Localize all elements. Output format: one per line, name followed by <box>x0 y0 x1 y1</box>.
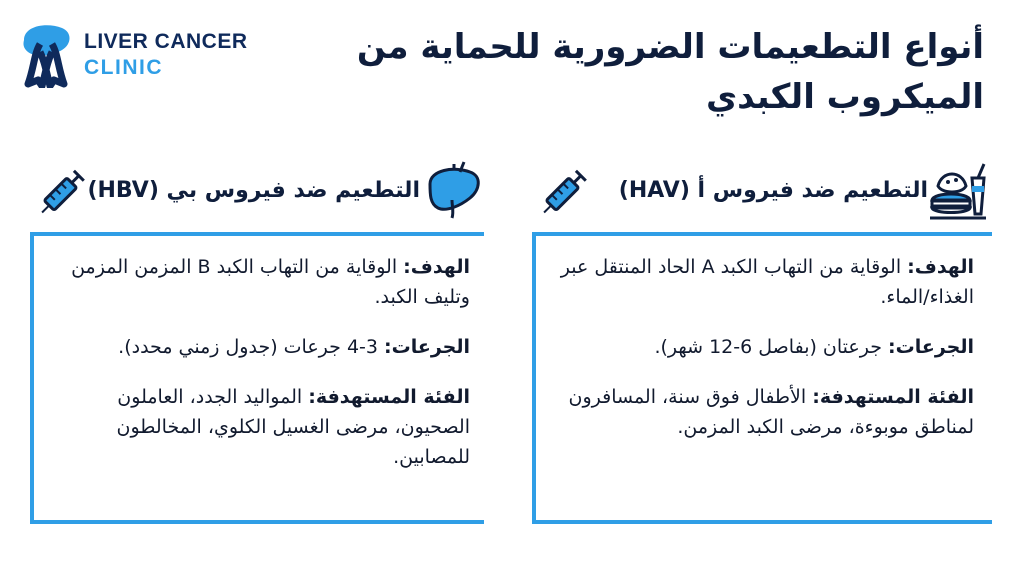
liver-icon <box>424 160 484 222</box>
syringe-icon <box>32 160 96 224</box>
hav-top-rule <box>532 232 992 236</box>
hbv-heading: التطعيم ضد فيروس بي (HBV) <box>87 178 420 203</box>
hbv-doses-text: 3-4 جرعات (جدول زمني محدد). <box>118 336 385 358</box>
logo-line-1: LIVER CANCER <box>84 30 248 53</box>
hav-doses-label: الجرعات: <box>888 336 974 358</box>
hbv-target-label: الفئة المستهدفة: <box>308 386 470 408</box>
hbv-target-text: المواليد الجدد، العاملون الصحيون، مرضى الغسيل الكلوي، المخالطون للمصابين. <box>116 386 470 468</box>
hbv-side-rule <box>30 232 34 524</box>
hav-header <box>532 160 992 226</box>
clinic-logo <box>18 18 268 88</box>
hav-goal <box>552 252 974 312</box>
hbv-target <box>50 382 470 472</box>
hav-goal-label: الهدف: <box>907 256 974 278</box>
hav-target-text: الأطفال فوق سنة، المسافرون لمناطق موبوءة، مرضى الكبد المزمن. <box>568 386 974 438</box>
hbv-goal <box>50 252 470 312</box>
hbv-doses <box>50 332 470 362</box>
hbv-goal-text: الوقاية من التهاب الكبد B المزمن المزمن وتليف الكبد. <box>71 256 470 308</box>
syringe-icon <box>534 160 598 224</box>
hbv-doses-label: الجرعات: <box>384 336 470 358</box>
hav-target <box>552 382 974 442</box>
hav-heading: التطعيم ضد فيروس أ (HAV) <box>618 178 928 203</box>
hav-side-rule <box>532 232 536 524</box>
page-title: أنواع التطعيمات الضرورية للحماية من الميكروب الكبدي <box>356 27 984 117</box>
hav-doses-text: جرعتان (بفاصل 6-12 شهر). <box>654 336 889 358</box>
hav-bottom-rule <box>532 520 992 524</box>
hav-target-label: الفئة المستهدفة: <box>812 386 974 408</box>
logo-line-2: CLINIC <box>84 56 163 79</box>
food-icon <box>928 160 992 222</box>
hbv-bottom-rule <box>30 520 484 524</box>
hbv-body <box>50 252 470 492</box>
hbv-top-rule <box>30 232 484 236</box>
hbv-header <box>30 160 484 226</box>
hav-body <box>552 252 974 462</box>
hav-goal-text: الوقاية من التهاب الكبد A الحاد المنتقل عبر الغذاء/الماء. <box>560 256 974 308</box>
hbv-goal-label: الهدف: <box>403 256 470 278</box>
hav-doses <box>552 332 974 362</box>
ribbon-liver-icon <box>18 18 76 88</box>
